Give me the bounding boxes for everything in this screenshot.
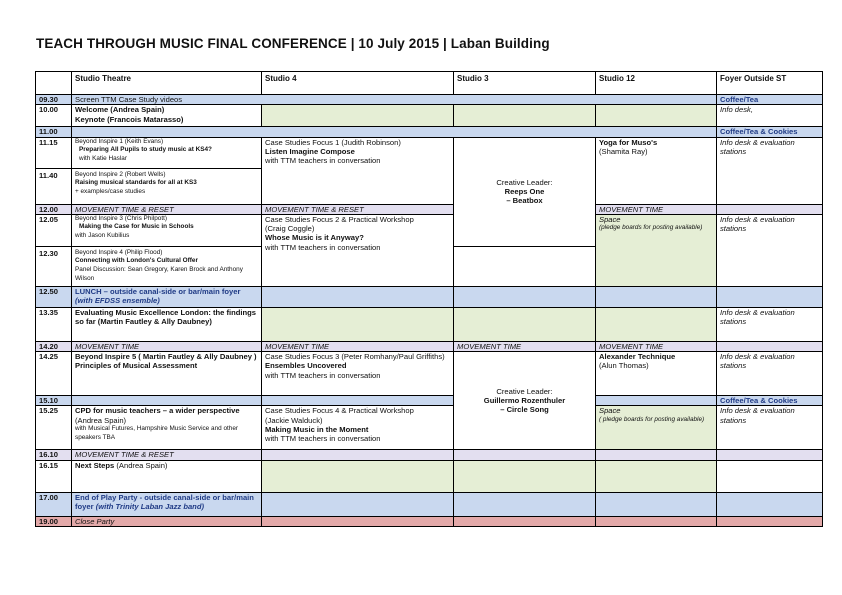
header-row: [36, 72, 823, 95]
session-title: Creative Leader:: [496, 386, 553, 396]
session-cell: [72, 492, 262, 516]
session-title: Case Studies Focus 3 (Peter Romhany/Paul Griffiths): [265, 352, 445, 362]
session-title: End of Play Party - outside canal-side or bar/main foyer: [75, 492, 254, 512]
movement-cell: MOVEMENT TIME & RESET: [72, 450, 262, 460]
row-1000: [36, 105, 823, 127]
time-cell: 09.30: [36, 95, 72, 105]
foyer-cell: Coffee/Tea & Cookies: [717, 396, 823, 406]
session-subtitle: Connecting with London's Cultural Offer: [75, 257, 198, 265]
time-cell: 12.50: [36, 286, 72, 307]
schedule-table: [35, 71, 823, 527]
empty-cell: [596, 450, 717, 460]
session-subtitle: Raising musical standards for all at KS3: [75, 179, 197, 187]
session-note: (Alun Thomas): [599, 361, 649, 371]
studio12-cell: [596, 137, 717, 204]
session-note: – Circle Song: [500, 405, 549, 415]
movement-cell: MOVEMENT TIME: [454, 341, 596, 351]
empty-cell: [262, 450, 454, 460]
time-cell: 16.15: [36, 460, 72, 492]
studio12-cell: [596, 406, 717, 450]
empty-cell: [454, 286, 596, 307]
foyer-cell: Info desk & evaluation stations: [717, 307, 823, 341]
session-title: (Jackie Walduck): [265, 415, 323, 425]
empty-cell: [262, 286, 454, 307]
row-1200: [36, 204, 823, 214]
empty-cell: [596, 307, 717, 341]
empty-cell: [596, 396, 717, 406]
empty-cell: [72, 396, 262, 406]
session-note: ( pledge boards for posting available): [599, 415, 705, 423]
row-1900: [36, 516, 823, 526]
row-1115: [36, 137, 823, 168]
row-1615: [36, 460, 823, 492]
session-note: with TTM teachers in conversation: [265, 370, 381, 380]
session-note: with TTM teachers in conversation: [265, 156, 381, 166]
session-note: (Andrea Spain): [116, 460, 168, 470]
session-subtitle: Making Music in the Moment: [265, 425, 369, 435]
time-cell: 14.25: [36, 352, 72, 396]
time-cell: 12.30: [36, 246, 72, 286]
foyer-cell: Info desk,: [717, 105, 823, 127]
session-note: (Shamita Ray): [599, 146, 648, 156]
movement-cell: MOVEMENT TIME & RESET: [262, 204, 454, 214]
foyer-cell: Info desk & evaluation stations: [717, 214, 823, 286]
session-subtitle: Ensembles Uncovered: [265, 361, 347, 371]
session-title: Keynote (Francois Matarasso): [75, 114, 184, 124]
session-title: CPD for music teachers – a wider perspective: [75, 406, 240, 416]
session-cell: Close Party: [72, 516, 262, 526]
session-cell: Evaluating Music Excellence London: the findings so far (Martin Fautley & Ally Daubney): [72, 307, 262, 341]
session-subtitle: Reeps One: [504, 187, 545, 197]
session-cell: [72, 105, 262, 127]
empty-cell: [596, 516, 717, 526]
empty-cell: [454, 246, 596, 286]
session-title: Space: [599, 406, 621, 416]
session-cell: [72, 460, 262, 492]
session-cell: [72, 406, 262, 450]
movement-cell: MOVEMENT TIME: [596, 341, 717, 351]
foyer-cell: Coffee/Tea & Cookies: [717, 127, 823, 137]
row-1250: [36, 286, 823, 307]
header-time: [36, 72, 72, 95]
empty-cell: [454, 307, 596, 341]
session-note: + examples/case studies: [75, 187, 146, 195]
studio4-cell: [262, 406, 454, 450]
time-cell: 16.10: [36, 450, 72, 460]
empty-cell: [262, 105, 454, 127]
foyer-cell: Info desk & evaluation stations: [717, 352, 823, 396]
time-cell: 12.05: [36, 214, 72, 246]
empty-cell: [262, 492, 454, 516]
studio4-cell: [262, 214, 454, 286]
studio12-cell: [596, 352, 717, 396]
session-note: with Jason Kubilius: [75, 232, 130, 240]
movement-cell: MOVEMENT TIME: [596, 204, 717, 214]
session-note: with Katie Haslar: [79, 154, 127, 162]
row-1610: [36, 450, 823, 460]
time-cell: 11.00: [36, 127, 72, 137]
session-cell: [72, 214, 262, 246]
session-title: Next Steps: [75, 460, 115, 470]
movement-cell: MOVEMENT TIME: [72, 341, 262, 351]
session-title: Space: [599, 214, 621, 224]
studio4-cell: [262, 137, 454, 204]
session-title: LUNCH – outside canal-side or bar/main foyer: [75, 286, 241, 296]
row-1335: [36, 307, 823, 341]
page-title: TEACH THROUGH MUSIC FINAL CONFERENCE | 10 July 2015 | Laban Building: [36, 36, 550, 51]
session-note: (pledge boards for posting available): [599, 224, 703, 232]
session-title: Beyond Inspire 4 (Philip Flood): [75, 248, 163, 256]
empty-cell: [596, 492, 717, 516]
empty-cell: [717, 450, 823, 460]
studio4-cell: [262, 352, 454, 396]
empty-cell: [596, 105, 717, 127]
empty-cell: [596, 286, 717, 307]
session-cell: [72, 352, 262, 396]
header-studio-12: Studio 12: [596, 72, 717, 95]
studio3-cell: [454, 352, 596, 450]
empty-cell: [717, 286, 823, 307]
session-title: Beyond Inspire 2 (Robert Wells): [75, 170, 166, 178]
time-cell: 17.00: [36, 492, 72, 516]
row-1525: [36, 406, 823, 450]
empty-cell: [596, 460, 717, 492]
empty-cell: [262, 307, 454, 341]
session-subtitle: Whose Music is it Anyway?: [265, 233, 364, 243]
row-1100: [36, 127, 823, 137]
session-subtitle: (Andrea Spain): [75, 415, 127, 425]
empty-cell: [72, 127, 717, 137]
session-note: Panel Discussion: Sean Gregory, Karen Brock and Anthony Wilson: [75, 266, 243, 282]
empty-cell: [717, 460, 823, 492]
session-title: Case Studies Focus 1 (Judith Robinson): [265, 137, 401, 147]
empty-cell: [454, 450, 596, 460]
empty-cell: [454, 460, 596, 492]
row-1425: [36, 352, 823, 396]
empty-cell: [717, 341, 823, 351]
session-title: Beyond Inspire 5 ( Martin Fautley & Ally Daubney ): [75, 352, 257, 362]
session-cell: [72, 168, 262, 204]
session-note: with TTM teachers in conversation: [265, 242, 381, 252]
session-subtitle: Preparing All Pupils to study music at KS4?: [79, 146, 212, 154]
empty-cell: [717, 516, 823, 526]
session-subtitle: Listen Imagine Compose: [265, 146, 355, 156]
time-cell: 15.25: [36, 406, 72, 450]
empty-cell: [454, 516, 596, 526]
foyer-cell: Info desk & evaluation stations: [717, 406, 823, 450]
empty-cell: [262, 516, 454, 526]
session-cell: [72, 286, 262, 307]
session-note: with Musical Futures, Hampshire Music Service and other speakers TBA: [75, 425, 239, 441]
time-cell: 12.00: [36, 204, 72, 214]
studio12-cell: [596, 214, 717, 286]
header-studio-theatre: Studio Theatre: [72, 72, 262, 95]
row-1510: [36, 396, 823, 406]
empty-cell: [454, 105, 596, 127]
time-cell: 11.40: [36, 168, 72, 204]
foyer-cell: Coffee/Tea: [717, 95, 823, 105]
foyer-cell: Info desk & evaluation stations: [717, 137, 823, 204]
row-1700: [36, 492, 823, 516]
movement-cell: MOVEMENT TIME & RESET: [72, 204, 262, 214]
session-title: Beyond Inspire 1 (Keith Evans): [75, 137, 164, 145]
empty-cell: [717, 492, 823, 516]
time-cell: 13.35: [36, 307, 72, 341]
session-subtitle: Making the Case for Music in Schools: [79, 223, 194, 231]
session-title: Welcome (Andrea Spain): [75, 105, 165, 115]
time-cell: 15.10: [36, 396, 72, 406]
empty-cell: [454, 492, 596, 516]
time-cell: 19.00: [36, 516, 72, 526]
session-title: (Craig Coggle): [265, 224, 315, 234]
row-0930: [36, 95, 823, 105]
session-note: with TTM teachers in conversation: [265, 434, 381, 444]
session-title: Case Studies Focus 4 & Practical Workshop: [265, 406, 414, 416]
session-note: (with EFDSS ensemble): [75, 296, 160, 306]
empty-cell: [262, 396, 454, 406]
time-cell: 14.20: [36, 341, 72, 351]
studio3-cell: [454, 137, 596, 246]
session-title: Case Studies Focus 2 & Practical Workshop: [265, 214, 414, 224]
row-1205: [36, 214, 823, 246]
time-cell: 10.00: [36, 105, 72, 127]
header-studio-4: Studio 4: [262, 72, 454, 95]
session-cell: [72, 137, 262, 168]
session-cell: [72, 246, 262, 286]
session-title: Yoga for Muso's: [599, 137, 658, 147]
session-note: – Beatbox: [506, 196, 543, 206]
header-studio-3: Studio 3: [454, 72, 596, 95]
session-cell: Screen TTM Case Study videos: [72, 95, 717, 105]
time-cell: 11.15: [36, 137, 72, 168]
row-1420: [36, 341, 823, 351]
header-foyer: Foyer Outside ST: [717, 72, 823, 95]
session-note: (with Trinity Laban Jazz band): [95, 502, 204, 512]
empty-cell: [717, 204, 823, 214]
empty-cell: [262, 460, 454, 492]
session-subtitle: Principles of Musical Assessment: [75, 361, 198, 371]
movement-cell: MOVEMENT TIME: [262, 341, 454, 351]
session-subtitle: Guillermo Rozenthuler: [483, 396, 566, 406]
session-title: Creative Leader:: [496, 177, 553, 187]
session-title: Alexander Technique: [599, 352, 676, 362]
session-title: Beyond Inspire 3 (Chris Philpott): [75, 214, 167, 222]
